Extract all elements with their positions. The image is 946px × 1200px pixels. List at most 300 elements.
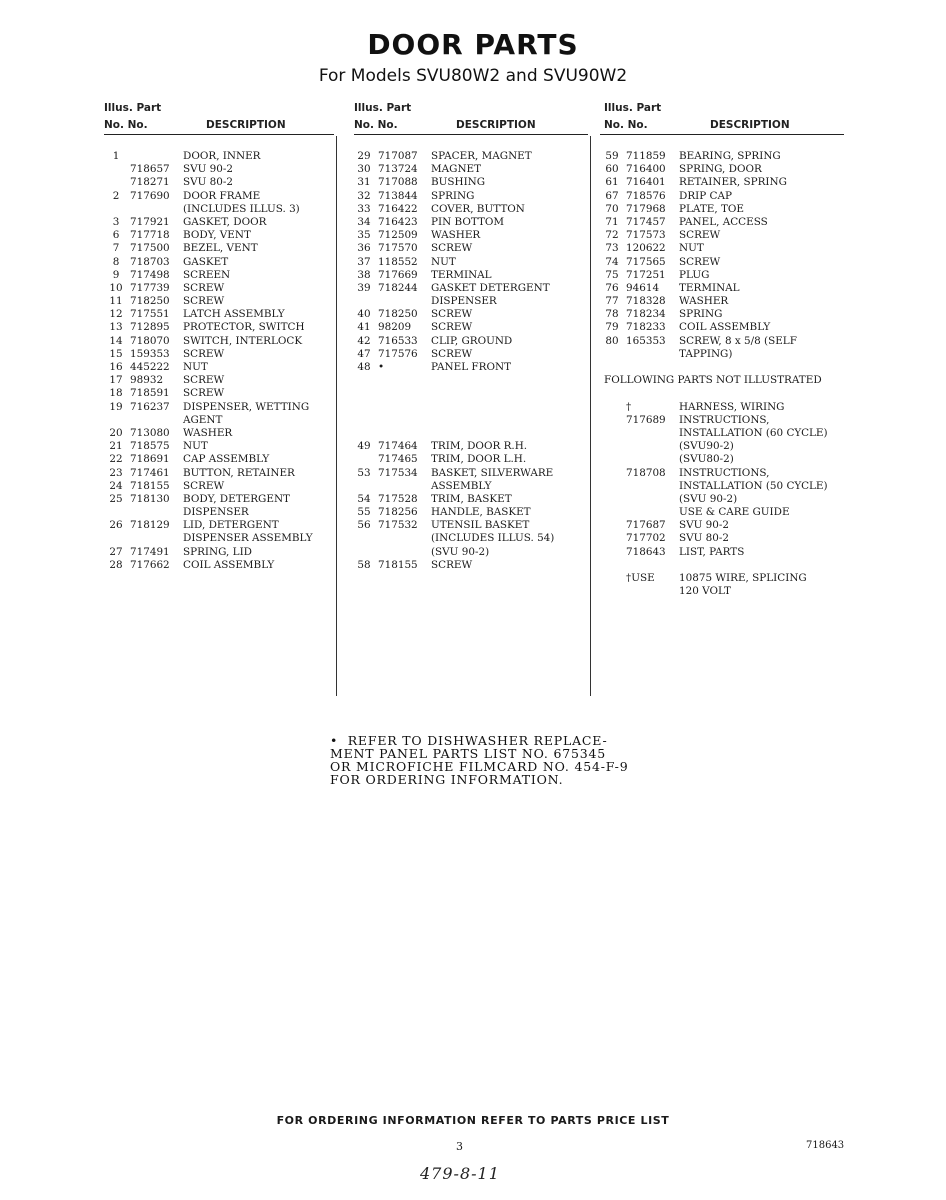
- parts-row: [604, 242, 844, 255]
- parts-row: [356, 374, 582, 387]
- parts-row: [356, 150, 582, 163]
- parts-row: [604, 480, 844, 493]
- part-description: GASKET DETERGENT: [431, 281, 550, 294]
- part-number: 718233: [626, 321, 666, 334]
- illus-number: 71: [605, 215, 619, 228]
- illus-number: 23: [109, 466, 123, 479]
- part-number: 717532: [378, 519, 418, 532]
- part-number: 718591: [130, 387, 170, 400]
- part-number: 716237: [130, 400, 170, 413]
- part-number: 717690: [130, 189, 170, 202]
- illus-number: 55: [357, 506, 371, 519]
- part-number: 718256: [378, 506, 418, 519]
- illus-number: 39: [357, 281, 371, 294]
- parts-row: [356, 242, 582, 255]
- part-number: 718155: [378, 558, 418, 571]
- illus-number: 54: [357, 492, 371, 505]
- illus-number: 11: [109, 295, 123, 308]
- illus-number: 32: [357, 189, 371, 202]
- part-description: PIN BOTTOM: [431, 215, 505, 228]
- parts-row: [604, 453, 844, 466]
- illus-number: 75: [605, 268, 619, 281]
- column-header: [354, 100, 584, 136]
- part-description: INSTRUCTIONS,: [679, 413, 770, 426]
- part-number: 713080: [130, 426, 170, 439]
- illus-number: 67: [605, 189, 619, 202]
- part-description: SCREW: [183, 387, 225, 400]
- part-description: INSTRUCTIONS,: [679, 466, 770, 479]
- illus-number: 14: [109, 334, 123, 347]
- part-number: 717718: [130, 229, 170, 242]
- part-description: TRIM, DOOR R.H.: [431, 440, 528, 453]
- part-description: BEARING, SPRING: [679, 150, 781, 162]
- parts-row: [108, 546, 334, 559]
- parts-row: [108, 493, 334, 506]
- part-number: 717565: [626, 255, 666, 268]
- illus-number: 15: [109, 347, 123, 360]
- parts-row: [604, 150, 844, 163]
- part-description: SCREW: [431, 308, 473, 321]
- illus-number: 60: [605, 163, 619, 176]
- part-number: 713724: [378, 163, 418, 176]
- parts-row: [108, 374, 334, 387]
- part-number: 717088: [378, 176, 418, 189]
- parts-row: [604, 374, 844, 387]
- part-number: 718576: [626, 189, 666, 202]
- parts-row: [356, 427, 582, 440]
- parts-row: [356, 176, 582, 189]
- column-divider: [336, 136, 337, 696]
- parts-row: [356, 190, 582, 203]
- parts-row: [108, 256, 334, 269]
- parts-row: [108, 229, 334, 242]
- part-number: 713844: [378, 189, 418, 202]
- parts-row: [356, 203, 582, 216]
- header-rule: [104, 134, 334, 135]
- part-description: SCREW: [183, 281, 225, 294]
- part-description: UTENSIL BASKET: [431, 519, 530, 532]
- illus-number: 31: [357, 176, 371, 189]
- page-subtitle: For Models SVU80W2 and SVU90W2: [318, 66, 628, 86]
- part-description: SCREW: [183, 295, 225, 308]
- header-no-no: No. No.: [104, 119, 148, 131]
- part-description: MAGNET: [431, 163, 482, 176]
- illus-number: 34: [357, 215, 371, 228]
- parts-row: [108, 335, 334, 348]
- parts-row: [604, 401, 844, 414]
- parts-row: [604, 190, 844, 203]
- part-number: 98932: [130, 374, 164, 387]
- illus-number: 19: [109, 400, 123, 413]
- part-description: SCREW: [679, 255, 721, 268]
- parts-row: [604, 282, 844, 295]
- parts-row: [108, 401, 334, 414]
- part-description: DOOR, INNER: [183, 150, 261, 162]
- header-description: DESCRIPTION: [206, 119, 286, 131]
- parts-row: [604, 256, 844, 269]
- parts-row: [356, 506, 582, 519]
- parts-row: [356, 401, 582, 414]
- parts-row: [356, 321, 582, 334]
- part-number: 718575: [130, 440, 170, 453]
- illus-number: 73: [605, 242, 619, 255]
- part-description: TAPPING): [679, 347, 733, 360]
- illus-number: 36: [357, 242, 371, 255]
- parts-row: [604, 546, 844, 559]
- parts-row: [108, 361, 334, 374]
- illus-number: 25: [109, 492, 123, 505]
- part-description: SCREW: [679, 229, 721, 242]
- parts-row: [604, 321, 844, 334]
- part-description: TERMINAL: [679, 281, 740, 294]
- part-number: 718657: [130, 163, 170, 176]
- part-number: 159353: [130, 347, 170, 360]
- parts-row: [108, 440, 334, 453]
- parts-row: [356, 216, 582, 229]
- part-number: 717689: [626, 413, 666, 426]
- part-description: CAP ASSEMBLY: [183, 453, 270, 466]
- parts-row: [356, 493, 582, 506]
- parts-row: [356, 440, 582, 453]
- illus-number: 58: [357, 558, 371, 571]
- part-number: 717687: [626, 519, 666, 532]
- part-description: BUTTON, RETAINER: [183, 466, 295, 479]
- illus-number: 74: [605, 255, 619, 268]
- parts-row: [356, 282, 582, 295]
- parts-row: [356, 532, 582, 545]
- part-number: 716422: [378, 202, 418, 215]
- part-description: SCREW: [431, 321, 473, 334]
- illus-number: 26: [109, 519, 123, 532]
- parts-row: [604, 216, 844, 229]
- illus-number: 22: [109, 453, 123, 466]
- parts-row: [356, 361, 582, 374]
- page-number: 3: [456, 1140, 463, 1153]
- part-number: 94614: [626, 281, 660, 294]
- header-rule: [354, 134, 588, 135]
- parts-row: [108, 269, 334, 282]
- illus-number: 28: [109, 558, 123, 571]
- parts-column-1: [104, 100, 334, 571]
- part-number: 717251: [626, 268, 666, 281]
- parts-row: [356, 519, 582, 532]
- part-description: BODY, VENT: [183, 229, 251, 242]
- part-number: 716533: [378, 334, 418, 347]
- part-description: SPACER, MAGNET: [431, 150, 532, 162]
- parts-row: [356, 229, 582, 242]
- replacement-panel-note: • REFER TO DISHWASHER REPLACE- MENT PANEL PARTS LIST NO. 675345 OR MICROFICHE FILMCARD NO. 454-F-9 FOR ORDERING INFORMATION.: [330, 733, 629, 787]
- part-number: 717576: [378, 347, 418, 360]
- parts-row: [108, 203, 334, 216]
- part-description: SWITCH, INTERLOCK: [183, 334, 303, 347]
- illus-number: 61: [605, 176, 619, 189]
- part-number: 716400: [626, 163, 666, 176]
- illus-number: 38: [357, 268, 371, 281]
- part-description: (SVU 90-2): [679, 492, 738, 505]
- part-description: SCREW, 8 x 5/8 (SELF: [679, 334, 797, 347]
- illus-number: 17: [109, 374, 123, 387]
- part-description: (INCLUDES ILLUS. 3): [183, 202, 300, 215]
- parts-row: [356, 348, 582, 361]
- illus-number: 21: [109, 440, 123, 453]
- illus-number: 3: [112, 215, 120, 228]
- part-number: 718328: [626, 295, 666, 308]
- parts-row: [604, 506, 844, 519]
- illus-number: 16: [109, 361, 123, 373]
- part-number: 718691: [130, 453, 170, 466]
- part-number: 718129: [130, 519, 170, 532]
- header-description: DESCRIPTION: [456, 119, 536, 131]
- part-number: †USE: [626, 572, 655, 584]
- part-description: PANEL FRONT: [431, 361, 511, 373]
- parts-row: [604, 308, 844, 321]
- illus-number: 29: [357, 150, 371, 162]
- part-number: 718708: [626, 466, 666, 479]
- part-number: 718244: [378, 281, 418, 294]
- illus-number: 18: [109, 387, 123, 400]
- part-number: 717702: [626, 532, 666, 545]
- parts-row: [604, 493, 844, 506]
- illus-number: 8: [112, 255, 120, 268]
- part-description: HANDLE, BASKET: [431, 506, 531, 519]
- part-description: SVU 80-2: [183, 176, 234, 189]
- part-description: LIST, PARTS: [679, 545, 745, 558]
- part-description: LATCH ASSEMBLY: [183, 308, 285, 321]
- illus-number: 47: [357, 347, 371, 360]
- illus-number: 12: [109, 308, 123, 321]
- parts-row: [108, 163, 334, 176]
- part-description: SVU 80-2: [679, 532, 730, 545]
- column-header: [604, 100, 844, 136]
- header-illus-part: Illus. Part: [354, 102, 412, 114]
- illus-number: 33: [357, 202, 371, 215]
- parts-list: [356, 150, 582, 572]
- parts-row: [604, 269, 844, 282]
- part-description: (INCLUDES ILLUS. 54): [431, 532, 555, 545]
- header-description: DESCRIPTION: [710, 119, 790, 131]
- illus-number: 49: [357, 440, 371, 453]
- parts-row: [108, 242, 334, 255]
- illus-number: 53: [357, 466, 371, 479]
- part-description: DISPENSER: [183, 506, 249, 519]
- part-description: SCREW: [183, 374, 225, 387]
- parts-row: [356, 480, 582, 493]
- illus-number: 76: [605, 281, 619, 294]
- part-description: WASHER: [679, 295, 729, 308]
- part-description: SCREW: [183, 479, 225, 492]
- parts-row: [356, 546, 582, 559]
- parts-row: [108, 216, 334, 229]
- parts-row: [604, 427, 844, 440]
- section-heading: FOLLOWING PARTS NOT ILLUSTRATED: [604, 374, 822, 387]
- part-number: 718250: [378, 308, 418, 321]
- part-description: BUSHING: [431, 176, 486, 189]
- parts-row: [604, 176, 844, 189]
- parts-row: [108, 308, 334, 321]
- part-description: SVU 90-2: [679, 519, 730, 532]
- part-description: PROTECTOR, SWITCH: [183, 321, 305, 334]
- part-number: 445222: [130, 361, 170, 373]
- part-description: GASKET, DOOR: [183, 215, 267, 228]
- parts-row: [604, 585, 844, 598]
- part-description: GASKET: [183, 255, 229, 268]
- column-divider: [590, 136, 591, 696]
- illus-number: 37: [357, 255, 371, 268]
- part-number: 717087: [378, 150, 418, 162]
- part-description: SPRING, LID: [183, 545, 252, 558]
- part-description: CLIP, GROUND: [431, 334, 513, 347]
- header-no-no: No. No.: [604, 119, 648, 131]
- parts-row: [604, 572, 844, 585]
- part-number: 718250: [130, 295, 170, 308]
- part-number: 718155: [130, 479, 170, 492]
- parts-row: [356, 414, 582, 427]
- illus-number: 79: [605, 321, 619, 334]
- part-description: SPRING, DOOR: [679, 163, 762, 176]
- part-description: COVER, BUTTON: [431, 202, 525, 215]
- illus-number: 7: [112, 242, 120, 255]
- part-number: 717528: [378, 492, 418, 505]
- illus-number: 59: [605, 150, 619, 162]
- part-number: 717669: [378, 268, 418, 281]
- part-number: 717534: [378, 466, 418, 479]
- illus-number: 10: [109, 281, 123, 294]
- parts-row: [356, 256, 582, 269]
- column-header: [104, 100, 334, 136]
- parts-row: [108, 519, 334, 532]
- handwritten-annotation: 479-8-11: [420, 1164, 500, 1183]
- part-description: TRIM, DOOR L.H.: [431, 453, 527, 466]
- illus-number: 40: [357, 308, 371, 321]
- parts-row: [604, 559, 844, 572]
- illus-number: 77: [605, 295, 619, 308]
- part-description: COIL ASSEMBLY: [679, 321, 771, 334]
- parts-column-3: [604, 100, 844, 598]
- illus-number: 41: [357, 321, 371, 334]
- part-description: HARNESS, WIRING: [679, 400, 785, 413]
- part-number: 98209: [378, 321, 412, 334]
- parts-row: [356, 295, 582, 308]
- part-description: DISPENSER: [431, 295, 497, 308]
- parts-row: [604, 519, 844, 532]
- ordering-footer: FOR ORDERING INFORMATION REFER TO PARTS PRICE LIST: [276, 1114, 670, 1127]
- parts-row: [356, 387, 582, 400]
- parts-row: [108, 295, 334, 308]
- part-number: 717491: [130, 545, 170, 558]
- parts-row: [604, 295, 844, 308]
- part-number: 120622: [626, 242, 666, 255]
- part-number: 718234: [626, 308, 666, 321]
- illus-number: 1: [112, 150, 120, 162]
- parts-row: [604, 467, 844, 480]
- header-rule: [600, 134, 844, 135]
- part-number: 717461: [130, 466, 170, 479]
- parts-row: [356, 335, 582, 348]
- parts-row: [604, 163, 844, 176]
- parts-row: [604, 440, 844, 453]
- parts-row: [108, 190, 334, 203]
- part-description: DISPENSER, WETTING: [183, 400, 310, 413]
- parts-row: [604, 387, 844, 400]
- part-description: SCREW: [431, 242, 473, 255]
- part-number: 712509: [378, 229, 418, 242]
- parts-row: [108, 427, 334, 440]
- part-description: 10875 WIRE, SPLICING: [679, 572, 807, 584]
- document-number: 718643: [806, 1140, 845, 1151]
- part-description: DISPENSER ASSEMBLY: [183, 532, 313, 545]
- part-number: 711859: [626, 150, 666, 162]
- illus-number: 30: [357, 163, 371, 176]
- parts-row: [108, 176, 334, 189]
- part-number: 718643: [626, 545, 666, 558]
- part-number: 717464: [378, 440, 418, 453]
- part-description: INSTALLATION (50 CYCLE): [679, 479, 828, 492]
- illus-number: 80: [605, 334, 619, 347]
- illus-number: 78: [605, 308, 619, 321]
- illus-number: 42: [357, 334, 371, 347]
- illus-number: 48: [357, 361, 371, 373]
- part-number: 718271: [130, 176, 170, 189]
- part-description: USE & CARE GUIDE: [679, 506, 790, 519]
- header-illus-part: Illus. Part: [104, 102, 162, 114]
- part-number: 718070: [130, 334, 170, 347]
- illus-number: 13: [109, 321, 123, 334]
- part-number: 717921: [130, 215, 170, 228]
- parts-row: [108, 282, 334, 295]
- parts-row: [604, 532, 844, 545]
- part-description: BASKET, SILVERWARE: [431, 466, 554, 479]
- illus-number: 9: [112, 268, 120, 281]
- part-description: PANEL, ACCESS: [679, 215, 768, 228]
- part-description: PLUG: [679, 268, 710, 281]
- part-description: WASHER: [183, 426, 233, 439]
- part-description: AGENT: [183, 413, 223, 426]
- part-description: SCREEN: [183, 268, 231, 281]
- part-number: 717573: [626, 229, 666, 242]
- parts-row: [108, 321, 334, 334]
- illus-number: 6: [112, 229, 120, 242]
- part-number: 717457: [626, 215, 666, 228]
- part-number: 718130: [130, 492, 170, 505]
- part-description: COIL ASSEMBLY: [183, 558, 275, 571]
- parts-row: [604, 203, 844, 216]
- part-description: INSTALLATION (60 CYCLE): [679, 426, 828, 439]
- part-description: NUT: [183, 361, 208, 373]
- part-number: 717570: [378, 242, 418, 255]
- parts-row: [108, 559, 334, 572]
- parts-row: [108, 467, 334, 480]
- parts-row: [604, 361, 844, 374]
- illus-number: 72: [605, 229, 619, 242]
- part-description: DOOR FRAME: [183, 189, 261, 202]
- parts-row: [356, 559, 582, 572]
- part-description: NUT: [679, 242, 704, 255]
- part-description: (SVU90-2): [679, 440, 734, 453]
- parts-row: [108, 480, 334, 493]
- part-description: SPRING: [679, 308, 723, 321]
- part-description: BEZEL, VENT: [183, 242, 258, 255]
- parts-list: [108, 150, 334, 572]
- part-description: (SVU 90-2): [431, 545, 490, 558]
- part-description: ASSEMBLY: [431, 479, 492, 492]
- part-description: (SVU80-2): [679, 453, 734, 466]
- part-number: 716423: [378, 215, 418, 228]
- illus-number: 35: [357, 229, 371, 242]
- parts-row: [108, 414, 334, 427]
- part-number: 165353: [626, 334, 666, 347]
- part-number: †: [626, 400, 632, 413]
- header-illus-part: Illus. Part: [604, 102, 662, 114]
